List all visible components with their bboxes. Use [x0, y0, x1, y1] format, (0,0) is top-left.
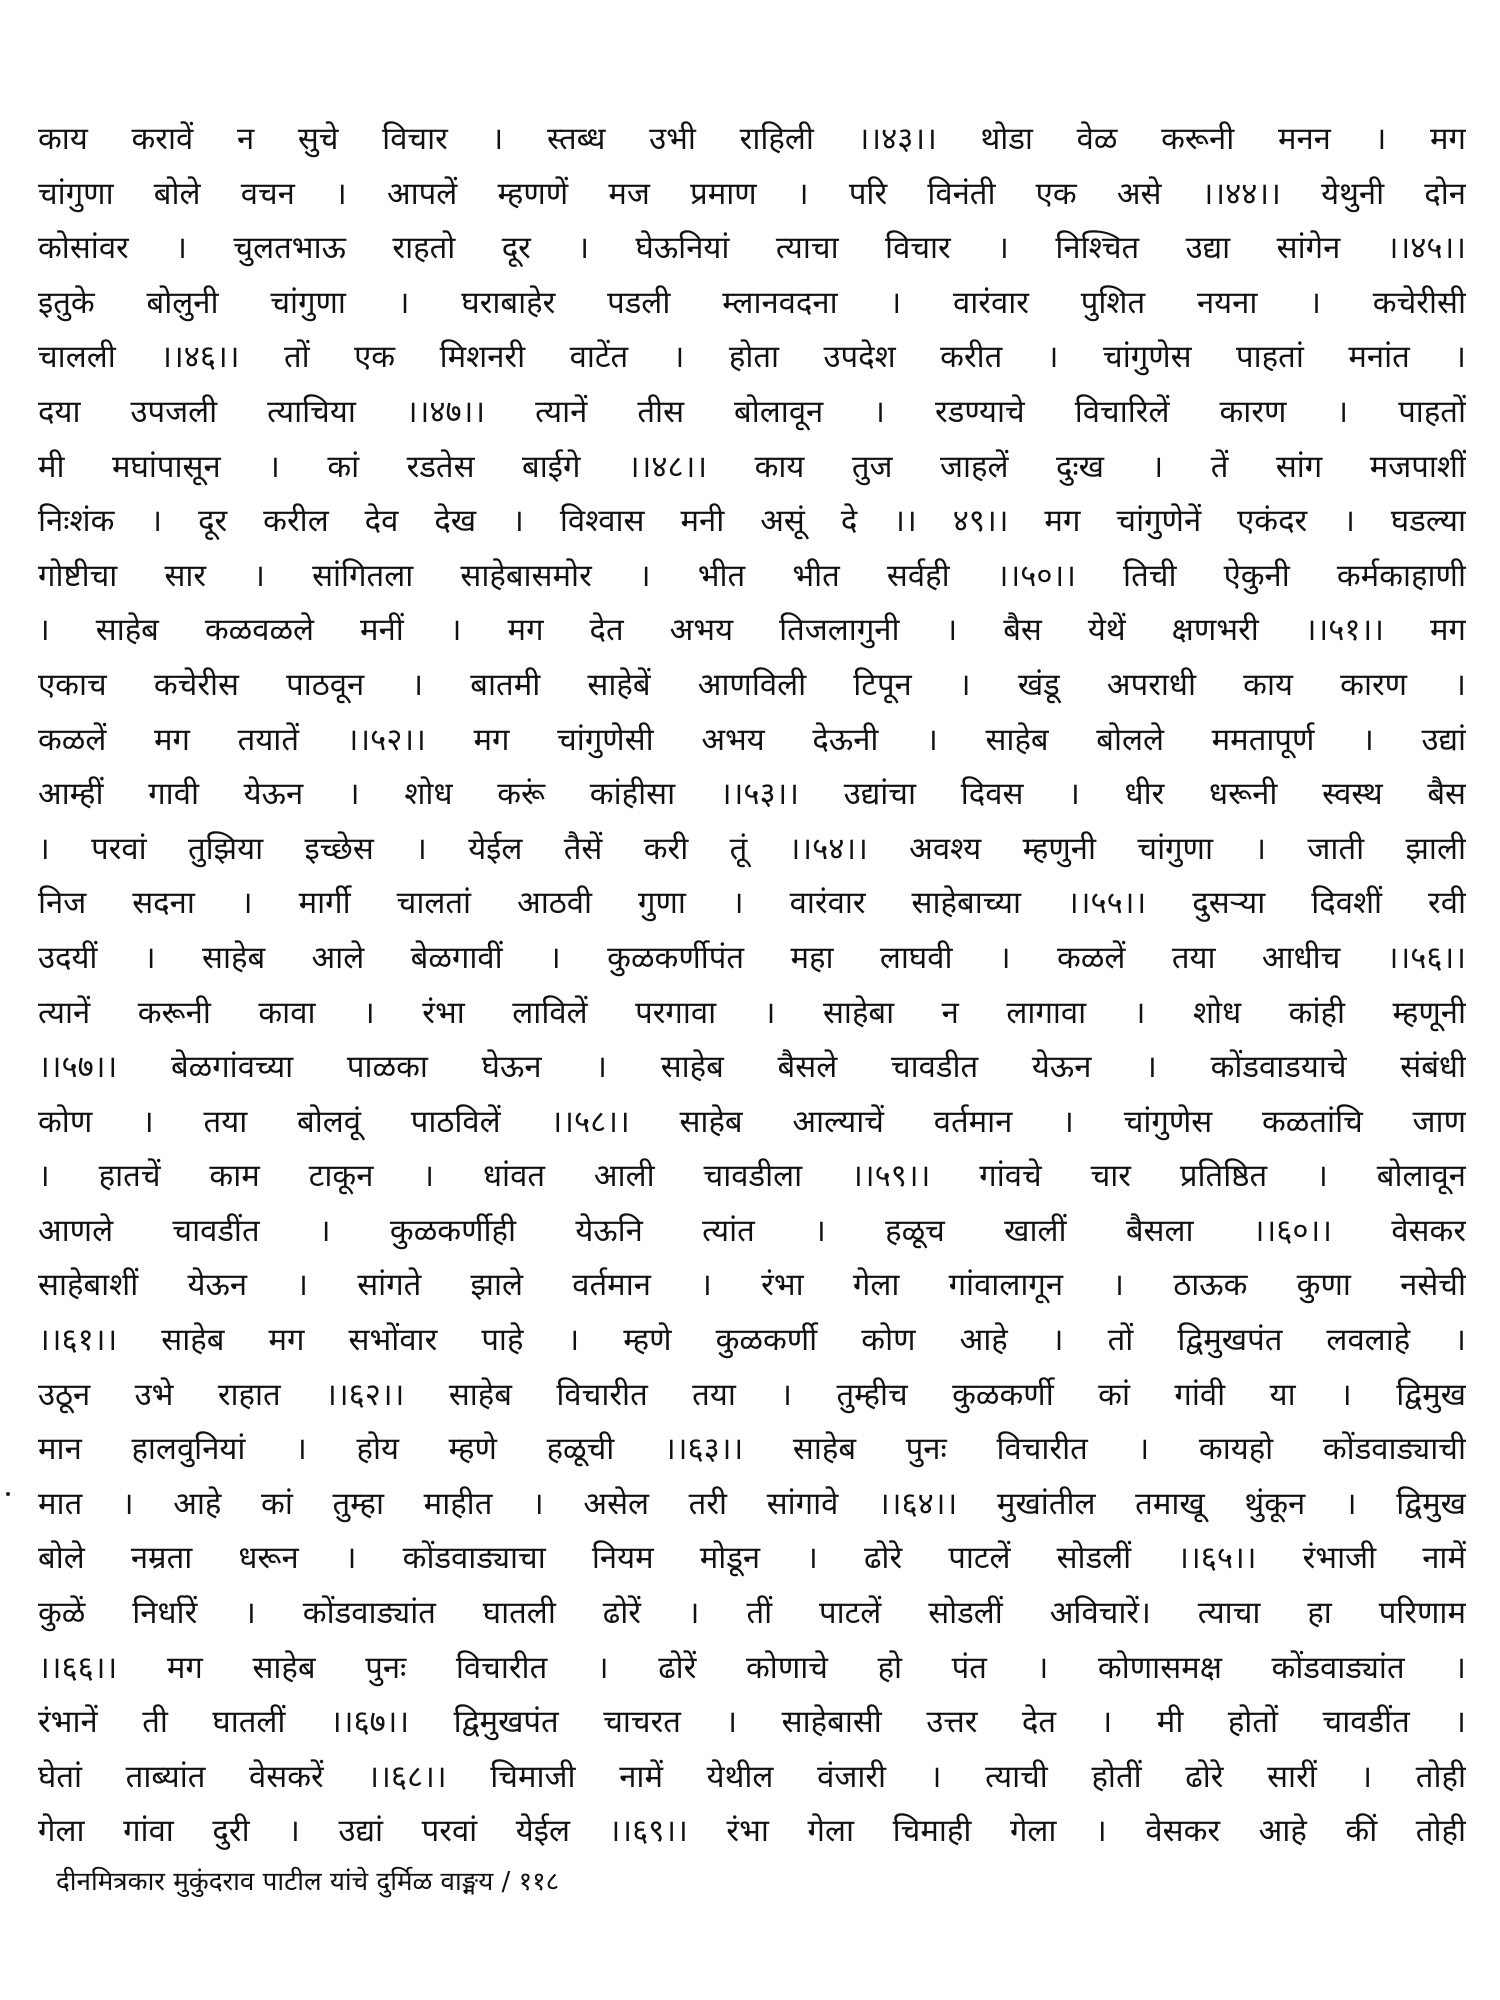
text-line: इतुके बोलुनी चांगुणा । घराबाहेर पडली म्लानवदना । वारंवार पुशित नयना । कचेरीसी	[38, 284, 1466, 321]
text-line: उठून उभे राहात ।।६२।। साहेब विचारीत तया । तुम्हीच कुळकर्णी कां गांवी या । द्विमुख	[38, 1376, 1466, 1413]
text-line: निज सदना । मार्गी चालतां आठवी गुणा । वारंवार साहेबाच्या ।।५५।। दुसऱ्या दिवशीं रवी	[38, 885, 1466, 922]
text-line: गोष्टीचा सार । सांगितला साहेबासमोर । भीत भीत सर्वही ।।५०।। तिची ऐकुनी कर्मकाहाणी	[38, 557, 1466, 594]
text-line: मात । आहे कां तुम्हा माहीत । असेल तरी सांगावे ।।६४।। मुखांतील तमाखू थुंकून । द्विमुख	[38, 1485, 1466, 1522]
text-line: गेला गांवा दुरी । उद्यां परवां येईल ।।६९।। रंभा गेला चिमाही गेला । वेसकर आहे कीं तोही	[38, 1813, 1466, 1850]
text-line: ।।६६।। मग साहेब पुनः विचारीत । ढोरें कोणाचे हो पंत । कोणासमक्ष कोंडवाड्यांत ।	[38, 1649, 1466, 1686]
text-line: आम्हीं गावी येऊन । शोध करूं कांहीसा ।।५३।। उद्यांचा दिवस । धीर धरूनी स्वस्थ बैस	[38, 776, 1466, 813]
text-line: । हातचें काम टाकून । धांवत आली चावडीला ।।५९।। गांवचे चार प्रतिष्ठित । बोलावून	[38, 1158, 1466, 1195]
body-text	[38, 112, 1466, 1859]
text-line: । साहेब कळवळले मनीं । मग देत अभय तिजलागुनी । बैस येथें क्षणभरी ।।५१।। मग	[38, 612, 1466, 649]
text-line: ।।५७।। बेळगांवच्या पाळका घेऊन । साहेब बैसले चावडीत येऊन । कोंडवाडयाचे संबंधी	[38, 1049, 1466, 1086]
text-line: कोण । तया बोलवूं पाठविलें ।।५८।। साहेब आल्याचें वर्तमान । चांगुणेस कळतांचि जाण	[38, 1103, 1466, 1140]
text-line: ।।६१।। साहेब मग सभोंवार पाहे । म्हणे कुळकर्णी कोण आहे । तों द्विमुखपंत लवलाहे ।	[38, 1322, 1466, 1359]
text-line: । परवां तुझिया इच्छेस । येईल तैसें करी तूं ।।५४।। अवश्य म्हणुनी चांगुणा । जाती झाली	[38, 830, 1466, 867]
text-line: उदयीं । साहेब आले बेळगावीं । कुळकर्णीपंत महा लाघवी । कळलें तया आधीच ।।५६।।	[38, 939, 1466, 976]
text-line: त्यानें करूनी कावा । रंभा लाविलें परगावा । साहेबा न लागावा । शोध कांही म्हणूनी	[38, 994, 1466, 1031]
text-line: दया उपजली त्याचिया ।।४७।। त्यानें तीस बोलावून । रडण्याचे विचारिलें कारण । पाहतों	[38, 393, 1466, 430]
text-line: काय करावें न सुचे विचार । स्तब्ध उभी राहिली ।।४३।। थोडा वेळ करूनी मनन । मग	[38, 121, 1466, 157]
text-line: चांगुणा बोले वचन । आपलें म्हणणें मज प्रमाण । परि विनंती एक असे ।।४४।। येथुनी दोन	[38, 175, 1466, 212]
text-line: रंभानें ती घातलीं ।।६७।। द्विमुखपंत चाचरत । साहेबासी उत्तर देत । मी होतों चावडींत ।	[38, 1704, 1466, 1741]
text-line: कोसांवर । चुलतभाऊ राहतो दूर । घेऊनियां त्याचा विचार । निश्चित उद्या सांगेन ।।४५।।	[38, 230, 1466, 267]
text-line: मी मघांपासून । कां रडतेस बाईगे ।।४८।। काय तुज जाहलें दुःख । तें सांग मजपाशीं	[38, 448, 1466, 485]
text-line: घेतां ताब्यांत वेसकरें ।।६८।। चिमाजी नामें येथील वंजारी । त्याची होतीं ढोरे सारीं । तोही	[38, 1758, 1466, 1795]
text-line: साहेबाशीं येऊन । सांगते झाले वर्तमान । रंभा गेला गांवालागून । ठाऊक कुणा नसेची	[38, 1267, 1466, 1304]
stray-mark	[6, 1492, 10, 1496]
text-line: आणले चावडींत । कुळकर्णीही येऊनि त्यांत । हळूच खालीं बैसला ।।६०।। वेसकर	[38, 1212, 1466, 1249]
text-line: निःशंक । दूर करील देव देख । विश्वास मनी असूं दे ।। ४९।। मग चांगुणेनें एकंदर । घडल्या	[38, 503, 1466, 540]
page-footer: दीनमित्रकार मुकुंदराव पाटील यांचे दुर्मिळ वाङ्मय / ११८	[56, 1867, 560, 1897]
text-line: मान हालवुनियां । होय म्हणे हळूची ।।६३।। साहेब पुनः विचारीत । कायहो कोंडवाड्याची	[38, 1431, 1466, 1468]
text-line: कुळें निर्धारें । कोंडवाड्यांत घातली ढोरें । तीं पाटलें सोडलीं अविचारें। त्याचा हा परिणाम	[38, 1595, 1466, 1632]
text-line: एकाच कचेरीस पाठवून । बातमी साहेबें आणविली टिपून । खंडू अपराधी काय कारण ।	[38, 666, 1466, 703]
text-line: चालली ।।४६।। तों एक मिशनरी वाटेंत । होता उपदेश करीत । चांगुणेस पाहतां मनांत ।	[38, 339, 1466, 376]
text-line: कळलें मग तयातें ।।५२।। मग चांगुणेसी अभय देऊनी । साहेब बोलले ममतापूर्ण । उद्यां	[38, 721, 1466, 758]
text-line: बोले नम्रता धरून । कोंडवाड्याचा नियम मोडून । ढोरे पाटलें सोडलीं ।।६५।। रंभाजी नामें	[38, 1540, 1466, 1577]
